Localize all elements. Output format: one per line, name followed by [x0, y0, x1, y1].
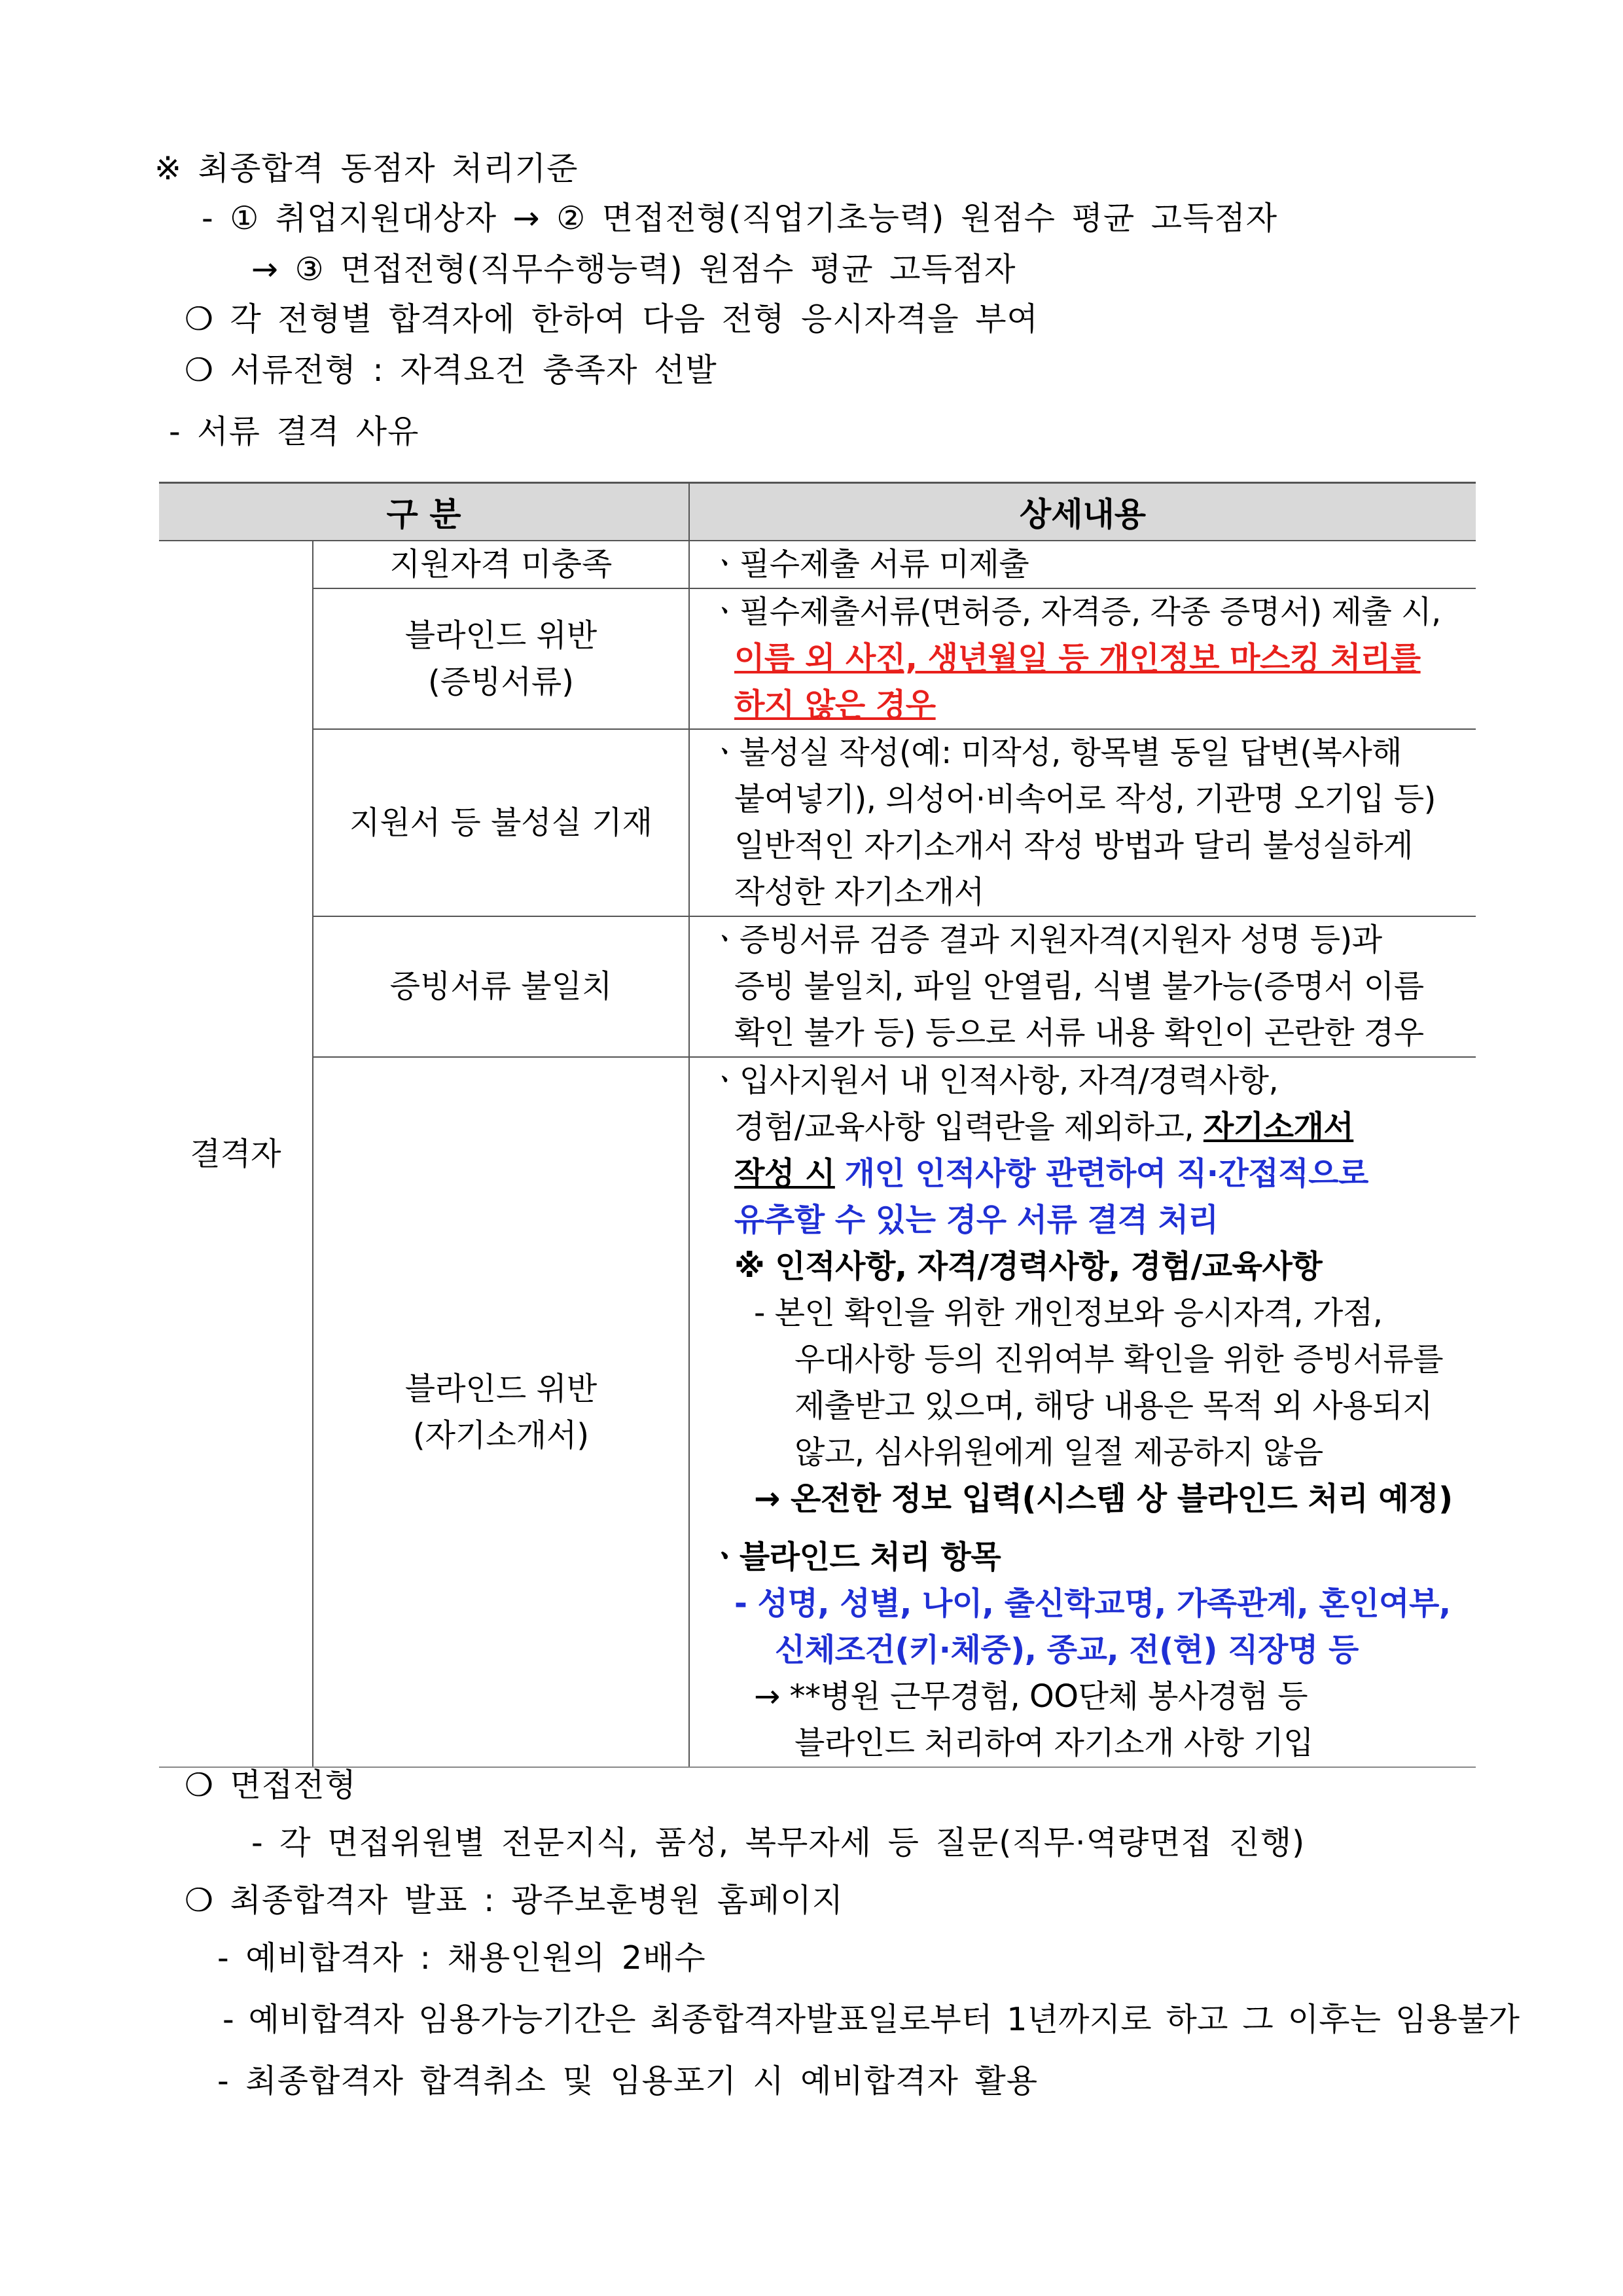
detail-cell	[689, 541, 1476, 588]
final-line-3: - 최종합격자 합격취소 및 임용포기 시 예비합격자 활용	[217, 2062, 1039, 2100]
detail-line: 제출받고 있으며, 해당 내용은 목적 외 사용되지	[794, 1388, 1433, 1424]
detail-cell	[689, 916, 1476, 1057]
final-title: ❍ 최종합격자 발표 : 광주보훈병원 홈페이지	[185, 1882, 844, 1919]
table-row	[159, 588, 1476, 729]
type-line: (자기소개서)	[412, 1416, 590, 1454]
type-cell	[313, 1057, 689, 1767]
doc-fail-reason-heading: - 서류 결격 사유	[169, 413, 419, 450]
detail-line: 증빙 불일치, 파일 안열림, 식별 불가능(증명서 이름	[734, 968, 1424, 1005]
type-line: (증빙서류)	[428, 663, 574, 700]
detail-line: 작성한 자기소개서	[734, 874, 984, 910]
category-cell: 결격자	[159, 541, 313, 1767]
final-line-1: - 예비합격자 : 채용인원의 2배수	[217, 1939, 706, 1977]
detail-line-note: → 온전한 정보 입력(시스템 상 블라인드 처리 예정)	[754, 1480, 1453, 1517]
doc-fail-reason-table	[159, 482, 1476, 1768]
detail-line: ㆍ입사지원서 내 인적사항, 자격/경력사항,	[709, 1062, 1279, 1099]
detail-line-highlight: 하지 않은 경우	[734, 687, 936, 723]
bullet-stage-qualify: ❍ 각 전형별 합격자에 한하여 다음 전형 응시자격을 부여	[185, 300, 1039, 338]
tiebreak-line-1: - ① 취업지원대상자 → ② 면접전형(직업기초능력) 원점수 평균 고득점자	[202, 200, 1278, 237]
detail-line: ㆍ필수제출서류(면허증, 자격증, 각종 증명서) 제출 시,	[709, 594, 1441, 630]
tiebreak-line-2: → ③ 면접전형(직무수행능력) 원점수 평균 고득점자	[251, 251, 1016, 288]
table-row	[159, 729, 1476, 916]
type-cell: 지원서 등 불성실 기재	[313, 729, 689, 916]
type-line: 블라인드 위반	[404, 1370, 597, 1407]
detail-line: - 본인 확인을 위한 개인정보와 응시자격, 가점,	[754, 1295, 1383, 1331]
header-category: 구 분	[159, 483, 689, 541]
detail-line-highlight: - 성명, 성별, 나이, 출신학교명, 가족관계, 혼인여부,	[734, 1585, 1451, 1622]
detail-line-highlight: 신체조건(키·체중), 종교, 전(현) 직장명 등	[775, 1632, 1359, 1668]
type-cell: 증빙서류 불일치	[313, 916, 689, 1057]
detail-emphasis: 작성 시	[734, 1155, 835, 1192]
header-detail: 상세내용	[689, 483, 1476, 541]
type-line: 블라인드 위반	[404, 617, 597, 654]
detail-line: 않고, 심사위원에게 일절 제공하지 않음	[794, 1434, 1323, 1471]
type-cell: 지원자격 미충족	[313, 541, 689, 588]
detail-line: 일반적인 자기소개서 작성 방법과 달리 불성실하게	[734, 827, 1414, 864]
detail-highlight: 개인 인적사항 관련하여 직·간접적으로	[844, 1155, 1368, 1192]
type-cell	[313, 588, 689, 729]
detail-line: 블라인드 처리하여 자기소개 사항 기입	[794, 1725, 1313, 1761]
detail-line: 확인 불가 등) 등으로 서류 내용 확인이 곤란한 경우	[734, 1014, 1424, 1051]
detail-cell	[689, 588, 1476, 729]
final-line-2: - 예비합격자 임용가능기간은 최종합격자발표일로부터 1년까지로 하고 그 이후는 임용불가	[223, 2001, 1520, 2038]
detail-line: 붙여넣기), 의성어·비속어로 작성, 기관명 오기입 등)	[734, 781, 1436, 817]
table-row	[159, 1057, 1476, 1767]
interview-title: ❍ 면접전형	[185, 1767, 357, 1804]
detail-line-heading: ㆍ블라인드 처리 항목	[709, 1539, 1001, 1575]
detail-line: 우대사항 등의 진위여부 확인을 위한 증빙서류를	[794, 1341, 1444, 1378]
detail-text: 경험/교육사항 입력란을 제외하고,	[734, 1109, 1194, 1145]
interview-line: - 각 면접위원별 전문지식, 품성, 복무자세 등 질문(직무·역량면접 진행)	[251, 1824, 1306, 1861]
detail-cell	[689, 729, 1476, 916]
table-row	[159, 541, 1476, 588]
detail-emphasis: 자기소개서	[1203, 1109, 1354, 1145]
table-row	[159, 916, 1476, 1057]
detail-line: ㆍ증빙서류 검증 결과 지원자격(지원자 성명 등)과	[709, 922, 1382, 958]
detail-line	[709, 1151, 1469, 1197]
detail-line-highlight: 이름 외 사진, 생년월일 등 개인정보 마스킹 처리를	[734, 640, 1421, 677]
detail-line-note: ※ 인적사항, 자격/경력사항, 경험/교육사항	[734, 1248, 1323, 1285]
detail-line: → **병원 근무경험, OO단체 봉사경험 등	[754, 1678, 1308, 1715]
detail-line	[709, 1104, 1469, 1151]
bullet-doc-screen: ❍ 서류전형 : 자격요건 충족자 선발	[185, 351, 717, 389]
tiebreak-title: ※ 최종합격 동점자 처리기준	[154, 150, 579, 187]
detail-cell	[689, 1057, 1476, 1767]
detail-line: ㆍ필수제출 서류 미제출	[709, 546, 1029, 583]
detail-line-highlight: 유추할 수 있는 경우 서류 결격 처리	[734, 1202, 1219, 1238]
detail-line: ㆍ불성실 작성(예: 미작성, 항목별 동일 답변(복사해	[709, 734, 1402, 771]
